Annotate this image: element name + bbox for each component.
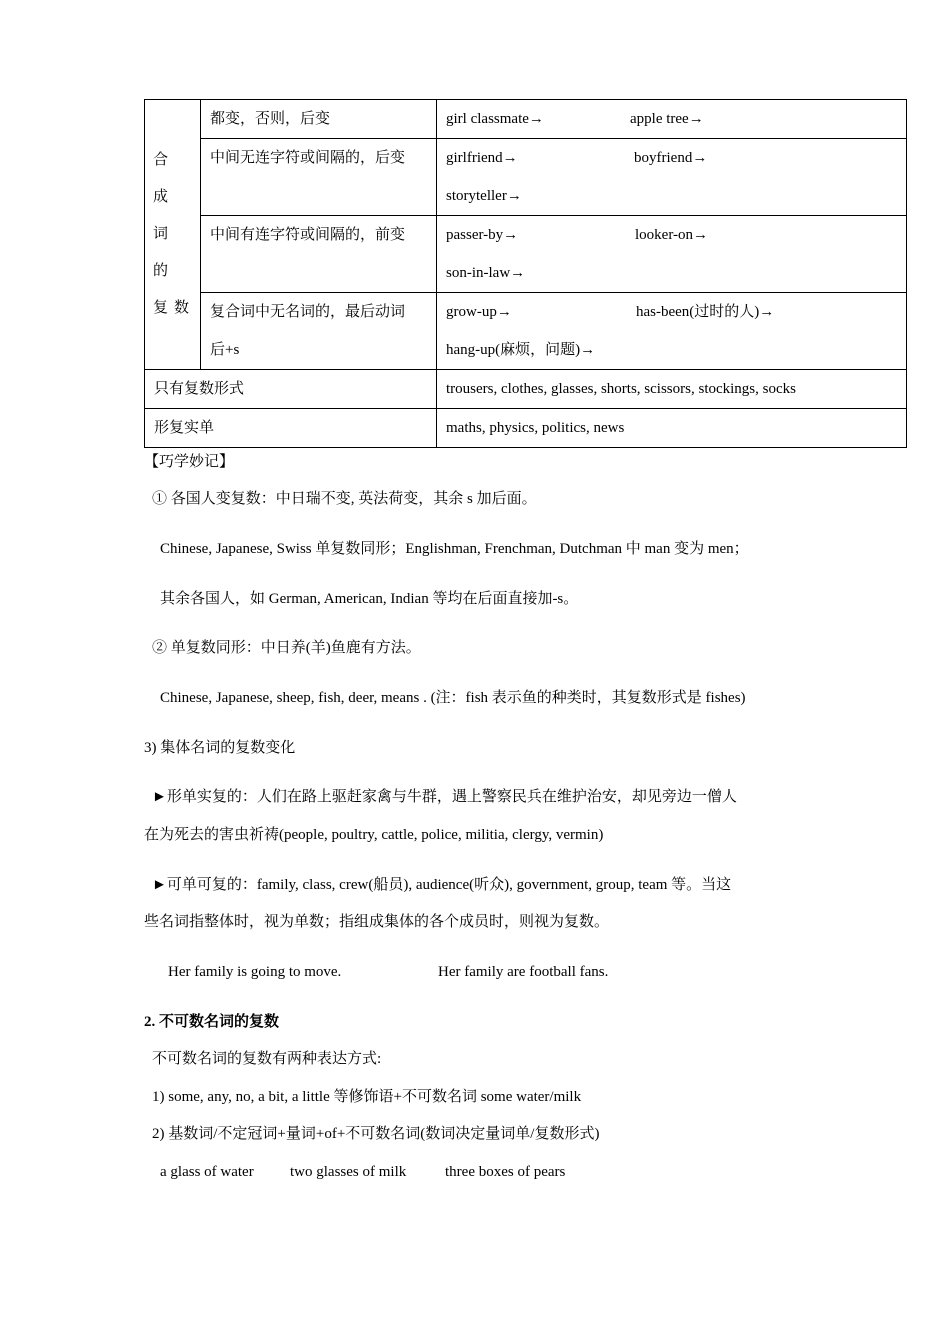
table-row xyxy=(145,216,907,293)
paragraph-line: ►可单可复的：family, class, crew(船员), audience(听众), government, group, team 等。当这 xyxy=(152,877,732,893)
rule-text: 形复实单 xyxy=(154,420,215,436)
example-a: girl classmate→ xyxy=(446,111,544,127)
paragraph-line: 些名词指整体时，视为单数；指组成集体的各个成员时，则视为复数。 xyxy=(144,914,610,930)
list-item: 2) 基数词/不定冠词+量词+of+不可数名词(数词决定量词单/复数形式) xyxy=(152,1126,600,1142)
example-a: passer-by→ xyxy=(446,227,519,243)
rule-text: 只有复数形式 xyxy=(154,381,245,397)
example-line xyxy=(446,293,906,331)
group-label-line: 词 的 xyxy=(153,226,175,279)
rule-line xyxy=(210,331,432,369)
example-cell xyxy=(437,409,907,448)
example-sentence: Her family is going to move. xyxy=(168,964,342,980)
tip1-line: Chinese, Japanese, Swiss 单复数同形；Englishman, Frenchman, Dutchman 中 man 变为 men； xyxy=(160,541,749,557)
paragraph-line: 在为死去的害虫祈祷(people, poultry, cattle, police, militia, clergy, vermin) xyxy=(144,827,604,843)
table-row xyxy=(145,409,907,448)
example-b: has-been(过时的人)→ xyxy=(636,304,775,320)
rule-cell xyxy=(201,139,437,216)
rule-text: 中间无连字符或间隔的，后变 xyxy=(210,150,406,166)
example-phrase: a glass of water xyxy=(160,1164,254,1180)
table-row xyxy=(145,370,907,409)
section-heading: 2. 不可数名词的复数 xyxy=(144,1014,280,1030)
example-phrase: two glasses of milk xyxy=(290,1164,407,1180)
tip2-line: Chinese, Japanese, sheep, fish, deer, means . (注：fish 表示鱼的种类时，其复数形式是 fishes) xyxy=(160,690,746,706)
example-cell xyxy=(437,216,907,293)
example-a: grow-up→ xyxy=(446,304,512,320)
group-label-line: 合 成 xyxy=(153,152,175,205)
table-row xyxy=(145,293,907,370)
example-text: maths, physics, politics, news xyxy=(446,420,625,436)
tip1-line: 其余各国人，如 German, American, Indian 等均在后面直接加-s。 xyxy=(160,591,579,607)
rule-text: 复合词中无名词的，最后动词 xyxy=(210,304,406,320)
compound-plural-table xyxy=(144,99,907,448)
rule-text: 后+s xyxy=(210,342,240,358)
example-b: looker-on→ xyxy=(635,227,709,243)
rule-text: 都变，否则，后变 xyxy=(210,111,331,127)
example-cell xyxy=(437,139,907,216)
example-cell xyxy=(437,293,907,370)
example-cell xyxy=(437,370,907,409)
compound-group-label xyxy=(145,100,201,370)
table-row xyxy=(145,139,907,216)
example-b: apple tree→ xyxy=(630,111,704,127)
group-label-line: 复数 xyxy=(153,300,196,316)
table-row xyxy=(145,100,907,139)
example-line xyxy=(446,177,906,215)
rule-cell xyxy=(201,100,437,139)
example-a: storyteller→ xyxy=(446,188,522,204)
rule-line xyxy=(210,293,432,331)
paragraph-line: 不可数名词的复数有两种表达方式: xyxy=(152,1051,382,1067)
rule-cell xyxy=(145,370,437,409)
example-line xyxy=(446,216,906,254)
example-a: hang-up(麻烦，问题)→ xyxy=(446,342,596,358)
rule-cell xyxy=(145,409,437,448)
example-sentence: Her family are football fans. xyxy=(438,964,609,980)
tip-heading: 【巧学妙记】 xyxy=(144,454,235,470)
rule-cell xyxy=(201,293,437,370)
tip2-title: ② 单复数同形：中日养(羊)鱼鹿有方法。 xyxy=(152,640,421,656)
example-line xyxy=(446,139,906,177)
example-cell xyxy=(437,100,907,139)
example-phrase: three boxes of pears xyxy=(445,1164,566,1180)
example-b: boyfriend→ xyxy=(634,150,708,166)
rule-text: 中间有连字符或间隔的，前变 xyxy=(210,227,406,243)
list-item: 1) some, any, no, a bit, a little 等修饰语+不可数名词 some water/milk xyxy=(152,1089,582,1105)
example-line xyxy=(446,254,906,292)
tip1-title: ① 各国人变复数：中日瑞不变, 英法荷变，其余 s 加后面。 xyxy=(152,491,537,507)
section-title: 3) 集体名词的复数变化 xyxy=(144,740,296,756)
example-line xyxy=(446,100,906,138)
rule-cell xyxy=(201,216,437,293)
example-a: son-in-law→ xyxy=(446,265,526,281)
example-text: trousers, clothes, glasses, shorts, scissors, stockings, socks xyxy=(446,381,796,397)
paragraph-line: ►形单实复的：人们在路上驱赶家禽与牛群，遇上警察民兵在维护治安，却见旁边一僧人 xyxy=(152,789,737,805)
example-a: girlfriend→ xyxy=(446,150,518,166)
example-line xyxy=(446,331,906,369)
